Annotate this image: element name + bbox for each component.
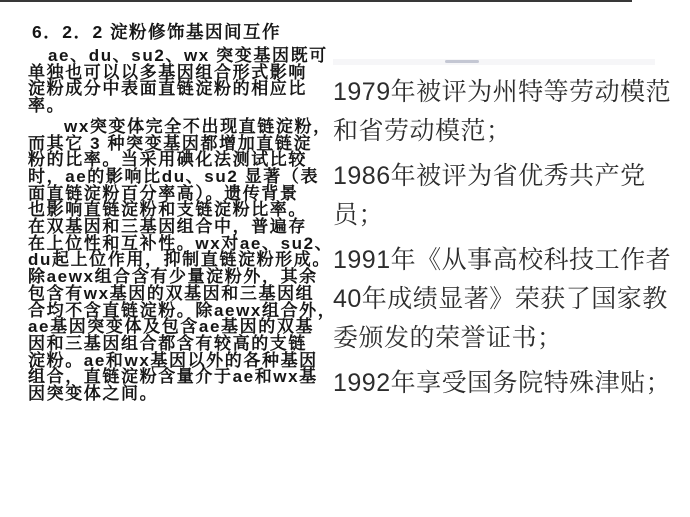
text-line: 1986年被评为省优秀共产党	[333, 162, 646, 190]
text-line: 合均不含直链淀粉。除aewx组合外，	[28, 300, 337, 320]
text-line: 和省劳动模范；	[333, 117, 512, 145]
top-edge-line	[0, 0, 632, 2]
text-line: 1979年被评为州特等劳动模范	[333, 78, 672, 106]
text-line: 时，ae的影响比du、su2 显著（表	[28, 166, 320, 186]
left-paragraphs	[28, 46, 337, 404]
paragraph	[333, 241, 672, 358]
text-line: wx突变体完全不出现直链淀粉，	[64, 116, 332, 136]
text-line: 因突变体之间。	[28, 384, 159, 404]
text-line: 委颁发的荣誉证书；	[333, 324, 563, 352]
paragraph	[333, 73, 672, 151]
text-line: 淀粉成分中表面直链淀粉的相应比	[28, 79, 307, 99]
text-line: 除aewx组合含有少量淀粉外，其余	[28, 267, 318, 287]
text-line: 1992年享受国务院特殊津贴；	[333, 369, 672, 397]
text-line: du起上位作用，抑制直链淀粉形成。	[28, 250, 331, 270]
text-line: ae、du、su2、wx 突变基因既可	[48, 46, 328, 65]
text-line: 40年成绩显著》荣获了国家教	[333, 285, 668, 313]
text-line: 包含有wx基因的双基因和三基因组	[28, 283, 315, 303]
paragraph	[28, 116, 337, 404]
section-title: 6．2．2 淀粉修饰基因间互作	[32, 22, 282, 42]
text-line: 也影响直链淀粉和支链淀粉比率。	[28, 200, 307, 220]
text-line: 在上位性和互补性。wx对ae、su2、	[28, 233, 334, 253]
text-line: 粉的比率。当采用碘化法测试比较	[28, 150, 307, 170]
text-line: 而其它 3 种突变基因都增加直链淀	[28, 133, 313, 153]
text-line: 淀粉。ae和wx基因以外的各种基因	[28, 350, 318, 370]
paragraph	[333, 364, 672, 403]
text-line: 员；	[333, 201, 385, 229]
text-line: 单独也可以以多基因组合形式影响	[28, 62, 307, 82]
text-line: 因和三基因组合都含有较高的支链	[28, 333, 307, 353]
text-line: 面直链淀粉百分率高）。遗传背景	[28, 183, 299, 203]
text-line: 组合，直链淀粉含量介于ae和wx基	[28, 367, 318, 387]
paragraph	[333, 157, 659, 235]
scrollbar-thumb[interactable]	[445, 60, 479, 63]
right-paragraphs	[333, 65, 672, 403]
right-text-block	[333, 59, 672, 409]
text-line: ae基因突变体及包含ae基因的双基	[28, 317, 315, 337]
paragraph	[28, 48, 332, 115]
text-line: 率。	[28, 96, 66, 116]
panel-top-bar	[333, 59, 655, 65]
text-line: 1991年《从事高校科技工作者	[333, 246, 672, 274]
left-text-block	[28, 22, 337, 407]
text-line: 在双基因和三基因组合中，普遍存	[28, 217, 307, 237]
